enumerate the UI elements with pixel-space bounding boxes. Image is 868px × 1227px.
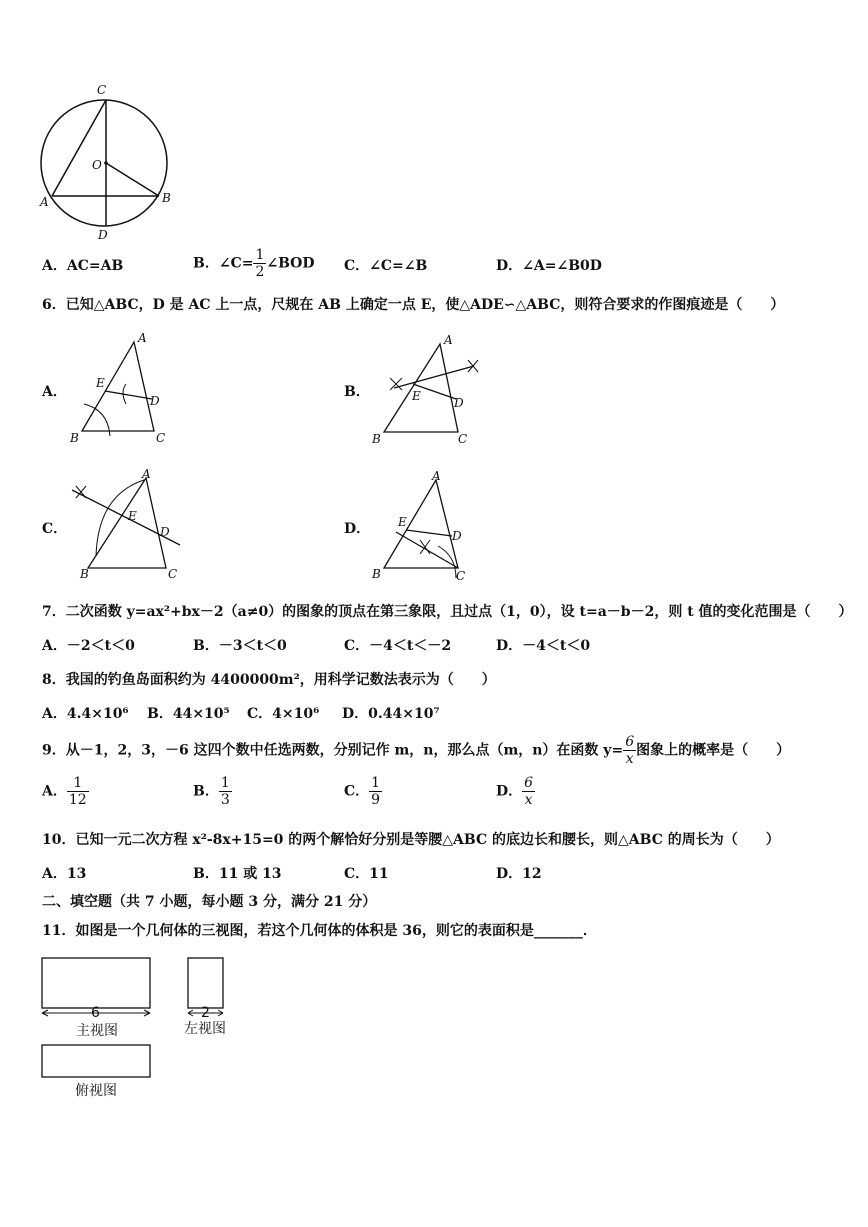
label-B: B [162,191,171,205]
q7-option-c: C．－4＜t＜－2 [344,638,452,654]
q6-option-c-label: C． [42,521,68,537]
fig-c-label-C: C [168,567,178,581]
q11-three-views [38,955,238,1105]
fig-c-label-D: D [160,525,170,539]
fig-a-label-D: D [150,394,160,408]
q10-option-c: C．11 [344,866,389,882]
q11-stem: 11．如图是一个几何体的三视图，若这个几何体的体积是 36，则它的表面积是_______． [42,923,597,939]
q8-option-a: A．4.4×10⁶ [42,706,129,722]
fig-b-label-E: E [412,389,421,403]
top-view-label: 俯视图 [75,1083,117,1099]
q5-option-b-prefix: B．∠C= [193,255,254,272]
q9-option-d: D． $\frac{6}{x}$ [496,775,534,808]
fig-a-label-A: A [138,331,147,345]
q5-option-b [193,247,315,280]
q8-option-b: B．44×10⁵ [147,706,230,722]
q9-stem-after: 图象上的概率是（ ） [636,742,791,759]
q9-function-fraction: $\frac{6}{x}$ [625,734,635,767]
q5-option-d: D．∠A=∠B0D [496,258,602,274]
fig-a-label-C: C [156,431,166,445]
q10-option-d: D．12 [496,866,542,882]
q8-option-c: C．4×10⁶ [247,706,320,722]
q6-option-a-label: A． [42,384,67,400]
left-view-label: 左视图 [184,1021,226,1037]
fig-b-label-A: A [444,333,453,347]
q6-figure-b [368,332,488,447]
fig-d-label-D: D [452,529,462,543]
label-A: A [40,195,49,209]
q7-option-d: D．－4＜t＜0 [496,638,591,654]
q9-stem [42,734,790,767]
q5-option-b-suffix: ∠BOD [266,255,315,272]
fig-d-label-E: E [398,515,407,529]
q9-option-a: A． $\frac{1}{12}$ [42,775,87,808]
q9-stem-before: 9．从－1，2，3，－6 这四个数中任选两数，分别记作 m，n，那么点（m，n）在函数 y= [42,742,624,759]
fig-c-label-E: E [128,509,137,523]
q5-option-a: A．AC=AB [42,258,124,274]
fig-a-label-E: E [96,376,105,390]
q8-stem: 8．我国的钓鱼岛面积约为 4400000m²，用科学记数法表示为（ ） [42,672,496,688]
left-view-dim: 2 [201,1005,210,1021]
q9-option-c: C． $\frac{1}{9}$ [344,775,381,808]
section-title: 二、填空题（共 7 小题，每小题 3 分，满分 21 分） [42,894,377,910]
fig-b-label-B: B [372,432,381,446]
fig-c-label-B: B [80,567,89,581]
q10-option-b: B．11 或 13 [193,866,282,882]
q7-option-b: B．－3＜t＜0 [193,638,287,654]
q8-option-d: D．0.44×10⁷ [342,706,440,722]
q10-stem: 10．已知一元二次方程 x²-8x+15=0 的两个解恰好分别是等腰△ABC 的底边长和腰长，则△ABC 的周长为（ ） [42,832,780,848]
q7-stem: 7．二次函数 y=ax²+bx－2（a≠0）的图象的顶点在第三象限，且过点（1，0），设 t=a－b－2，则 t 值的变化范围是（ ） [42,604,853,620]
fig-a-label-B: B [70,431,79,445]
q7-option-a: A．－2＜t＜0 [42,638,135,654]
q6-option-b-label: B． [344,384,370,400]
q6-figure-a [68,332,178,447]
q5-option-b-fraction: $\frac{1}{2}$ [255,247,265,280]
q10-option-a: A．13 [42,866,87,882]
front-view-dim: 6 [91,1005,100,1021]
q6-stem: 6．已知△ABC，D 是 AC 上一点，尺规在 AB 上确定一点 E，使△ADE∽△ABC，则符合要求的作图痕迹是（ ） [42,297,785,313]
q5-option-c: C．∠C=∠B [344,258,428,274]
q6-figure-c [68,467,188,585]
fig-c-label-A: A [142,467,151,481]
fig-b-label-D: D [454,396,464,410]
q6-figure-d [368,470,488,585]
fig-d-label-C: C [456,569,466,583]
label-O: O [92,158,102,172]
fig-d-label-B: B [372,567,381,581]
fig-b-label-C: C [458,432,468,446]
label-D: D [98,228,108,242]
fig-d-label-A: A [432,469,441,483]
front-view-label: 主视图 [76,1023,118,1039]
q5-circle-figure [38,82,178,242]
label-C: C [97,83,107,97]
q9-option-b: B． $\frac{1}{3}$ [193,775,230,808]
q6-option-d-label: D． [344,521,371,537]
